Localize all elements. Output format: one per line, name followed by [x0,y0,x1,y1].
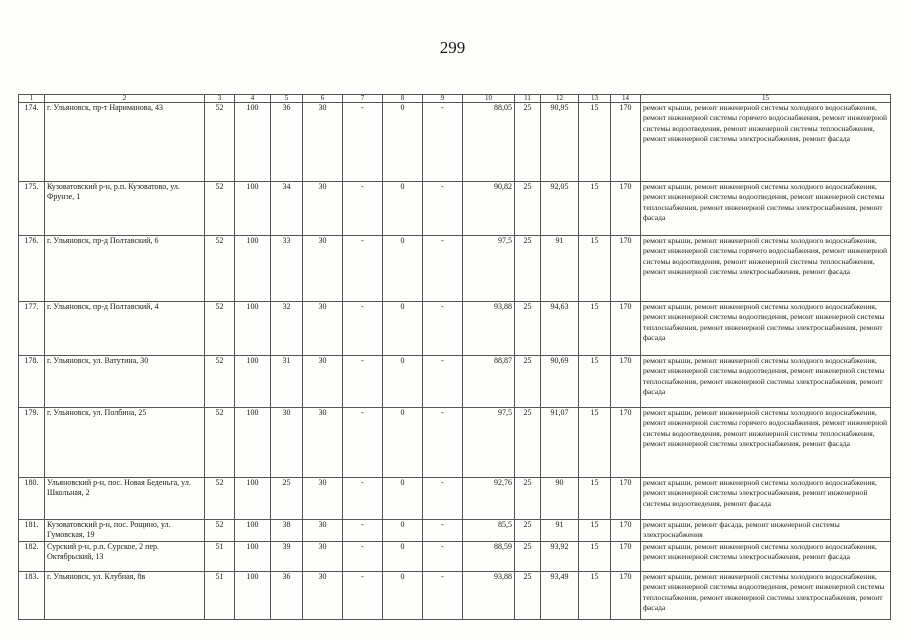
value-cell: 92,05 [541,182,579,236]
column-header: 10 [463,95,515,103]
column-header: 6 [303,95,343,103]
value-cell: 97,5 [463,408,515,478]
value-cell: 52 [205,236,235,302]
value-cell: 34 [271,182,303,236]
value-cell: 52 [205,520,235,542]
value-cell: 25 [515,302,541,356]
row-number: 182. [19,542,45,572]
repair-program-table [18,94,891,620]
works-cell: ремонт крыши, ремонт фасада, ремонт инженерной системы электроснабжения [641,520,891,542]
value-cell: 170 [611,236,641,302]
value-cell: 91 [541,236,579,302]
address-cell: г. Ульяновск, ул. Клубная, 8в [45,572,205,620]
column-header: 7 [343,95,383,103]
table-row [19,542,891,572]
value-cell: 30 [303,302,343,356]
value-cell: 100 [235,408,271,478]
table-row [19,478,891,520]
works-cell: ремонт крыши, ремонт инженерной системы холодного водоснабжения, ремонт инженерной системы водоотведения, ремонт инженерной системы теплоснабжения, ремонт инженерной системы электроснабжения, ремонт фасада [641,572,891,620]
value-cell: 0 [383,356,423,408]
row-number: 179. [19,408,45,478]
value-cell: 100 [235,236,271,302]
value-cell: 170 [611,302,641,356]
value-cell: 15 [579,236,611,302]
address-cell: г. Ульяновск, пр-д Полтавский, 6 [45,236,205,302]
column-header: 4 [235,95,271,103]
value-cell: 25 [515,478,541,520]
address-cell: г. Ульяновск, пр-т Нариманова, 43 [45,103,205,182]
row-number: 177. [19,302,45,356]
value-cell: 100 [235,478,271,520]
value-cell: 88,87 [463,356,515,408]
value-cell: 15 [579,356,611,408]
value-cell: 170 [611,182,641,236]
value-cell: - [423,182,463,236]
value-cell: 51 [205,542,235,572]
value-cell: - [423,356,463,408]
value-cell: 30 [303,356,343,408]
value-cell: 97,5 [463,236,515,302]
value-cell: 100 [235,182,271,236]
value-cell: - [343,103,383,182]
row-number: 178. [19,356,45,408]
value-cell: - [343,520,383,542]
value-cell: 0 [383,302,423,356]
value-cell: 52 [205,408,235,478]
value-cell: - [343,478,383,520]
value-cell: 170 [611,520,641,542]
value-cell: 100 [235,356,271,408]
value-cell: 91,07 [541,408,579,478]
value-cell: - [423,236,463,302]
works-cell: ремонт крыши, ремонт инженерной системы холодного водоснабжения, ремонт инженерной системы горячего водоснабжения, ремонт инженерной системы водоотведения, ремонт инженерной системы теплоснабжения, ремонт инженерной системы электроснабжения, ремонт фасада [641,408,891,478]
value-cell: 0 [383,182,423,236]
value-cell: 0 [383,542,423,572]
column-header: 1 [19,95,45,103]
value-cell: 32 [271,302,303,356]
value-cell: 15 [579,542,611,572]
address-cell: г. Ульяновск, ул. Ватутина, 30 [45,356,205,408]
value-cell: 52 [205,302,235,356]
value-cell: 15 [579,572,611,620]
value-cell: 100 [235,542,271,572]
value-cell: 25 [515,408,541,478]
value-cell: 33 [271,236,303,302]
value-cell: - [343,356,383,408]
value-cell: 170 [611,103,641,182]
value-cell: 30 [303,478,343,520]
value-cell: 93,92 [541,542,579,572]
table-row [19,356,891,408]
value-cell: 0 [383,236,423,302]
column-header: 5 [271,95,303,103]
value-cell: 30 [303,236,343,302]
value-cell: 91 [541,520,579,542]
value-cell: 25 [515,520,541,542]
value-cell: 90,95 [541,103,579,182]
address-cell: Кузоватовский р-н, пос. Рощино, ул. Гумовская, 19 [45,520,205,542]
works-cell: ремонт крыши, ремонт инженерной системы холодного водоснабжения, ремонт инженерной системы водоотведения, ремонт инженерной системы теплоснабжения, ремонт инженерной системы электроснабжения, ремонт фасада [641,182,891,236]
row-number: 180. [19,478,45,520]
column-header: 13 [579,95,611,103]
value-cell: 90 [541,478,579,520]
value-cell: 90,82 [463,182,515,236]
works-cell: ремонт крыши, ремонт инженерной системы холодного водоснабжения, ремонт инженерной системы водоотведения, ремонт инженерной системы теплоснабжения, ремонт инженерной системы электроснабжения, ремонт фасада [641,302,891,356]
column-header: 14 [611,95,641,103]
value-cell: 170 [611,572,641,620]
value-cell: 0 [383,520,423,542]
value-cell: 0 [383,408,423,478]
value-cell: 52 [205,103,235,182]
page-number: 299 [439,38,466,57]
value-cell: 30 [303,572,343,620]
value-cell: 0 [383,478,423,520]
value-cell: 170 [611,356,641,408]
value-cell: 93,49 [541,572,579,620]
value-cell: 15 [579,182,611,236]
value-cell: 25 [515,356,541,408]
value-cell: 38 [271,520,303,542]
value-cell: 15 [579,302,611,356]
value-cell: - [343,302,383,356]
table-row [19,520,891,542]
value-cell: - [343,572,383,620]
table-row [19,103,891,182]
value-cell: 85,5 [463,520,515,542]
works-cell: ремонт крыши, ремонт инженерной системы холодного водоснабжения, ремонт инженерной системы электроснабжения, ремонт фасада [641,542,891,572]
value-cell: - [423,103,463,182]
value-cell: 39 [271,542,303,572]
value-cell: 31 [271,356,303,408]
value-cell: 52 [205,478,235,520]
value-cell: 170 [611,408,641,478]
column-header: 8 [383,95,423,103]
row-number: 181. [19,520,45,542]
value-cell: 30 [303,408,343,478]
value-cell: 30 [271,408,303,478]
value-cell: - [343,408,383,478]
table-row [19,572,891,620]
value-cell: 0 [383,572,423,620]
value-cell: 30 [303,182,343,236]
works-cell: ремонт крыши, ремонт инженерной системы холодного водоснабжения, ремонт инженерной системы электроснабжения, ремонт инженерной системы водоотведения, ремонт фасада [641,478,891,520]
table-row [19,408,891,478]
value-cell: 52 [205,182,235,236]
value-cell: 100 [235,302,271,356]
value-cell: 25 [271,478,303,520]
value-cell: 100 [235,103,271,182]
value-cell: 15 [579,103,611,182]
value-cell: - [423,520,463,542]
value-cell: 36 [271,572,303,620]
table-row [19,236,891,302]
column-header: 12 [541,95,579,103]
value-cell: 170 [611,478,641,520]
works-cell: ремонт крыши, ремонт инженерной системы холодного водоснабжения, ремонт инженерной системы горячего водоснабжения, ремонт инженерной системы водоотведения, ремонт инженерной системы теплоснабжения, ремонт инженерной системы электроснабжения, ремонт фасада [641,103,891,182]
column-header: 15 [641,95,891,103]
column-header: 11 [515,95,541,103]
value-cell: - [343,182,383,236]
address-cell: Кузоватовский р-н, р.п. Кузоватово, ул. Фрунзе, 1 [45,182,205,236]
value-cell: - [423,302,463,356]
value-cell: - [423,572,463,620]
value-cell: 30 [303,103,343,182]
value-cell: 52 [205,356,235,408]
value-cell: 15 [579,478,611,520]
value-cell: 93,88 [463,572,515,620]
value-cell: 88,05 [463,103,515,182]
value-cell: 0 [383,103,423,182]
value-cell: 170 [611,542,641,572]
row-number: 183. [19,572,45,620]
value-cell: 51 [205,572,235,620]
value-cell: 25 [515,572,541,620]
value-cell: 25 [515,542,541,572]
value-cell: 100 [235,572,271,620]
value-cell: 93,88 [463,302,515,356]
value-cell: - [343,542,383,572]
row-number: 175. [19,182,45,236]
value-cell: 94,63 [541,302,579,356]
row-number: 176. [19,236,45,302]
column-header: 2 [45,95,205,103]
value-cell: 25 [515,103,541,182]
value-cell: 25 [515,236,541,302]
column-number-row [19,95,891,103]
works-cell: ремонт крыши, ремонт инженерной системы холодного водоснабжения, ремонт инженерной системы горячего водоснабжения, ремонт инженерной системы водоотведения, ремонт инженерной системы теплоснабжения, ремонт инженерной системы электроснабжения, ремонт фасада [641,236,891,302]
value-cell: 15 [579,520,611,542]
value-cell: 88,59 [463,542,515,572]
value-cell: 92,76 [463,478,515,520]
value-cell: 100 [235,520,271,542]
address-cell: Ульяновский р-н, пос. Новая Беденьга, ул. Школьная, 2 [45,478,205,520]
value-cell: 30 [303,542,343,572]
value-cell: - [423,478,463,520]
value-cell: - [423,542,463,572]
value-cell: 30 [303,520,343,542]
value-cell: 90,69 [541,356,579,408]
value-cell: - [423,408,463,478]
address-cell: г. Ульяновск, пр-д Полтавский, 4 [45,302,205,356]
value-cell: 15 [579,408,611,478]
address-cell: г. Ульяновск, ул. Полбина, 25 [45,408,205,478]
address-cell: Сурский р-н, р.п. Сурское, 2 пер. Октябрьский, 13 [45,542,205,572]
value-cell: 25 [515,182,541,236]
value-cell: - [343,236,383,302]
value-cell: 36 [271,103,303,182]
table-row [19,182,891,236]
table-row [19,302,891,356]
column-header: 9 [423,95,463,103]
works-cell: ремонт крыши, ремонт инженерной системы холодного водоснабжения, ремонт инженерной системы водоотведения, ремонт инженерной системы теплоснабжения, ремонт инженерной системы электроснабжения, ремонт фасада [641,356,891,408]
row-number: 174. [19,103,45,182]
column-header: 3 [205,95,235,103]
